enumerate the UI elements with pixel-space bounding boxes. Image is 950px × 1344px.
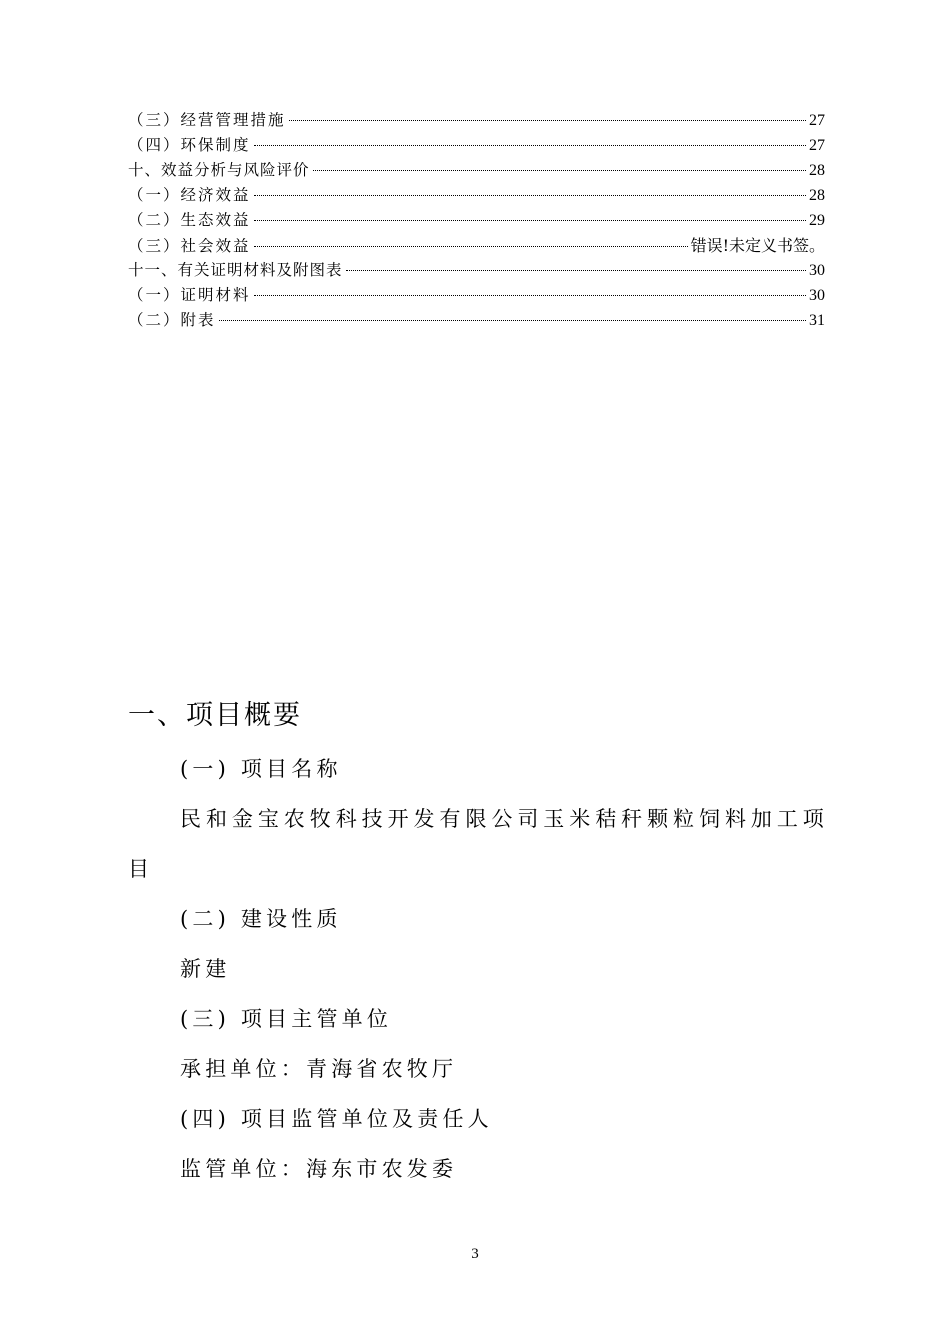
toc-leader-dots bbox=[254, 194, 806, 196]
toc-entry-label: （三）经营管理措施 bbox=[128, 111, 286, 129]
toc-entry-page: 30 bbox=[809, 287, 825, 304]
toc-entry[interactable] bbox=[128, 258, 825, 283]
toc-entry[interactable] bbox=[128, 158, 825, 183]
toc-entry-label: （三）社会效益 bbox=[128, 237, 251, 255]
toc-entry[interactable] bbox=[128, 233, 825, 258]
toc-entry-label: 十一、有关证明材料及附图表 bbox=[128, 261, 343, 279]
toc-entry-page: 27 bbox=[809, 112, 825, 129]
toc-leader-dots bbox=[219, 319, 806, 321]
toc-leader-dots bbox=[254, 219, 806, 221]
subsection-title-project-name: (一) 项目名称 bbox=[180, 757, 342, 781]
toc-leader-dots bbox=[254, 294, 806, 296]
supervisor-text: 监管单位：海东市农发委 bbox=[180, 1157, 458, 1181]
toc-entry-page-error: 错误!未定义书签。 bbox=[690, 236, 825, 255]
toc-entry-label: （二）生态效益 bbox=[128, 211, 251, 229]
toc-entry[interactable] bbox=[128, 183, 825, 208]
toc-leader-dots bbox=[289, 119, 806, 121]
table-of-contents bbox=[128, 108, 825, 333]
toc-entry-page: 28 bbox=[809, 162, 825, 179]
undertaker-text: 承担单位：青海省农牧厅 bbox=[180, 1057, 458, 1081]
toc-entry[interactable] bbox=[128, 108, 825, 133]
subsection-title-nature: (二) 建设性质 bbox=[180, 907, 342, 931]
toc-entry-page: 31 bbox=[809, 312, 825, 329]
toc-entry[interactable] bbox=[128, 208, 825, 233]
toc-leader-dots bbox=[313, 169, 806, 171]
toc-entry[interactable] bbox=[128, 308, 825, 333]
toc-leader-dots bbox=[254, 245, 688, 247]
project-overview-section bbox=[128, 688, 828, 1194]
nature-text: 新建 bbox=[180, 957, 231, 981]
toc-entry-label: （一）证明材料 bbox=[128, 286, 251, 304]
subsection-title-supervisor: (四) 项目监管单位及责任人 bbox=[180, 1107, 493, 1131]
toc-entry-page: 29 bbox=[809, 212, 825, 229]
section-heading: 一、项目概要 bbox=[128, 700, 302, 731]
toc-leader-dots bbox=[346, 269, 806, 271]
toc-entry-label: （二）附表 bbox=[128, 311, 216, 329]
toc-entry[interactable] bbox=[128, 283, 825, 308]
toc-entry-label: （四）环保制度 bbox=[128, 136, 251, 154]
subsection-title-authority: (三) 项目主管单位 bbox=[180, 1007, 393, 1031]
project-name-text: 民和金宝农牧科技开发有限公司玉米秸秆颗粒饲料加工项目 bbox=[128, 807, 828, 881]
toc-entry-page: 27 bbox=[809, 137, 825, 154]
page-number: 3 bbox=[471, 1246, 479, 1262]
toc-entry-page: 30 bbox=[809, 262, 825, 279]
toc-entry[interactable] bbox=[128, 133, 825, 158]
toc-entry-label: （一）经济效益 bbox=[128, 186, 251, 204]
toc-leader-dots bbox=[254, 144, 806, 146]
toc-entry-page: 28 bbox=[809, 187, 825, 204]
toc-entry-label: 十、效益分析与风险评价 bbox=[128, 161, 310, 179]
